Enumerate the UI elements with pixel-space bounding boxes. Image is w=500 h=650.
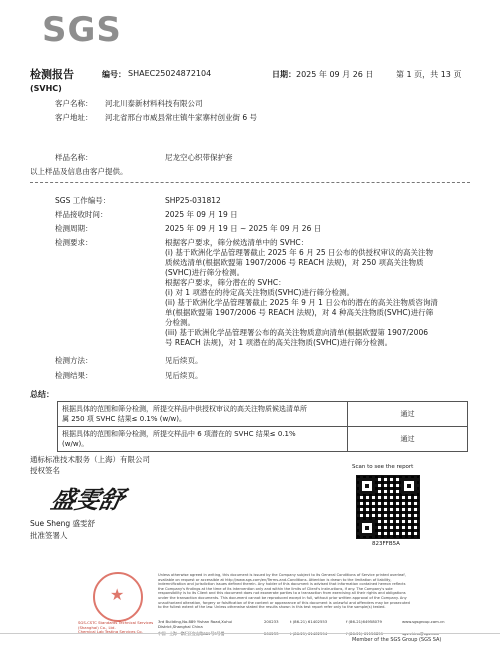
requirement-text xyxy=(165,238,465,348)
footer-divider xyxy=(0,633,500,634)
requirement-line: 质候选清单(根据欧盟第 1907/2006 号 REACH 法规)，对 250 项高关注物质 xyxy=(165,258,424,267)
sample-name-label: 样品名称： xyxy=(55,153,93,162)
company-seal-icon xyxy=(93,572,143,622)
summary-table xyxy=(57,401,468,452)
requirement-line: (i) 对 1 项潜在的待定高关注物质(SVHC)进行筛分检测。 xyxy=(165,288,354,297)
summary-result: 通过 xyxy=(348,427,468,452)
zip-en: 200233 xyxy=(264,619,279,624)
report-no-label: 编号： xyxy=(102,70,126,79)
method-label: 检测方法： xyxy=(55,356,93,365)
table-row xyxy=(58,427,468,452)
received-date: 2025 年 09 月 19 日 xyxy=(165,210,238,219)
requirement-line: (ii) 基于欧洲化学品管理署截止 2025 年 9 月 1 日公布的潜在的高关注物质咨询清 xyxy=(165,298,438,307)
client-address: 河北省邢台市威县常庄镇牛家寨村创业街 6 号 xyxy=(105,113,258,122)
tel-cn: t (86-21) 61402594 xyxy=(290,631,328,636)
result-label: 检测结果： xyxy=(55,371,93,380)
sgs-logo-text: SGS xyxy=(42,10,122,50)
client-name-label: 客户名称： xyxy=(55,99,93,108)
stamp-line: Chemical Lab Testing Services Co. xyxy=(78,629,143,635)
company-name: 通标标准技术服务（上海）有限公司 xyxy=(30,455,150,464)
test-period: 2025 年 09 月 19 日 ~ 2025 年 09 月 26 日 xyxy=(165,224,322,233)
tel-en: t (86-21) 61402553 xyxy=(290,619,328,624)
client-name: 河北川泰新材料科技有限公司 xyxy=(105,99,203,108)
summary-label: 总结： xyxy=(30,390,54,399)
method-value: 见后续页。 xyxy=(165,356,203,365)
sgs-logo xyxy=(42,10,120,50)
fine-line: indemnification and jurisdiction issues defined therein. Any holder of this document is advised that information contained hereon reflects xyxy=(158,582,406,587)
client-address-label: 客户地址： xyxy=(55,113,93,122)
page-indicator: 第 1 页，共 13 页 xyxy=(396,70,462,79)
member-note: Member of the SGS Group (SGS SA) xyxy=(352,637,442,643)
requirement-line: 分检测。 xyxy=(165,318,195,327)
report-date: 2025 年 09 月 26 日 xyxy=(296,70,374,79)
signer-name: Sue Sheng 盛雯舒 xyxy=(30,519,96,528)
date-label: 日期： xyxy=(272,70,296,79)
fine-line: under the transaction documents. This document cannot be reproduced except in full, without prior written approval of the Company. Any xyxy=(158,595,407,600)
address-row-en xyxy=(158,619,452,629)
summary-line: 根据具体的范围和筛分检测，所提交样品中供授权审议的高关注物质候选清单所 xyxy=(62,405,307,413)
stamp-line: SGS-CSTC Standards Technical Services xyxy=(78,620,154,625)
qr-caption: Scan to see the report xyxy=(352,464,414,470)
result-value: 见后续页。 xyxy=(165,371,203,380)
summary-line: 根据具体的范围和筛分检测，所提交样品中 6 项潜在的 SVHC 结果≤ 0.1% xyxy=(62,430,296,438)
requirement-line: (SVHC)进行筛分检测。 xyxy=(165,268,245,277)
qr-code-icon[interactable] xyxy=(356,475,420,539)
summary-result: 通过 xyxy=(348,402,468,427)
requirement-label: 检测要求： xyxy=(55,238,93,247)
requirement-line: 号 REACH 法规)，对 1 项潜在的高关注物质(SVHC)进行筛分检测。 xyxy=(165,338,393,347)
sample-name: 尼龙空心织带保护套 xyxy=(165,153,233,162)
report-no: SHAEC25024872104 xyxy=(128,69,212,78)
web-cn[interactable]: sgs.china@sgs.com xyxy=(402,631,440,636)
web-en[interactable]: www.sgsgroup.com.cn xyxy=(402,619,445,624)
sample-note: 以上样品及信息由客户提供。 xyxy=(30,167,128,176)
handwritten-signature: 盛雯舒 xyxy=(48,485,127,514)
requirement-line: 根据客户要求，筛分潜在的 SVHC： xyxy=(165,278,286,287)
requirement-line: 根据客户要求，筛分候选清单中的 SVHC： xyxy=(165,238,309,247)
requirement-line: (i) 基于欧洲化学品管理署截止 2025 年 6 月 25 日公布的供授权审议的高关注物 xyxy=(165,248,434,257)
received-label: 样品接收时间： xyxy=(55,210,108,219)
summary-text xyxy=(58,427,348,452)
table-row xyxy=(58,402,468,427)
requirement-line: (iii) 基于欧洲化学品管理署公布的高关注物质意向清单(根据欧盟第 1907/2006 xyxy=(165,328,428,337)
report-subtitle: (SVHC) xyxy=(30,84,62,93)
address-en: 3rd Building,No.889 Yishan Road,Xuhui District,Shanghai China xyxy=(158,619,233,629)
fine-line: to the fullest extent of the law. Unless otherwise stated the results shown in this test report refer only to the sample(s) tested. xyxy=(158,605,386,610)
fine-line: the Company's findings at the time of its intervention only and within the limits of Client's instructions, if any. The Company's sole xyxy=(158,586,393,591)
terms-fine-print xyxy=(158,573,468,610)
fine-line: unauthorized alteration, forgery or falsification of the content or appearance of this document is unlawful and offenders may be prosecuted xyxy=(158,600,410,605)
period-label: 检测周期： xyxy=(55,224,93,233)
stamp-line: (Shanghai) Co., Ltd. xyxy=(78,624,116,630)
zip-cn: 200233 xyxy=(264,631,279,636)
signer-role: 批准签署人 xyxy=(30,531,68,540)
job-no: SHP25-031812 xyxy=(165,196,221,205)
summary-line: (w/w)。 xyxy=(62,440,89,448)
job-no-label: SGS 工作编号： xyxy=(55,196,111,205)
summary-line: 属 250 项 SVHC 结果≤ 0.1% (w/w)。 xyxy=(62,415,187,423)
address-cn: 中国 · 上海 · 徐汇区宜山路889号3号楼 xyxy=(158,631,225,636)
report-title: 检测报告 xyxy=(30,68,74,81)
requirement-line: 单(根据欧盟第 1907/2006 号 REACH 法规)，对 4 种高关注物质(SVHC)进行筛 xyxy=(165,308,434,317)
fine-line: Unless otherwise agreed in writing, this document is issued by the Company subject to its General Conditions of Service printed overleaf, xyxy=(158,573,406,577)
fax-cn: f (86-21) 61156899 xyxy=(346,631,384,636)
fine-line: available on request or accessible at http://www.sgs.com/en/Terms-and-Conditions. Attention is drawn to the limitation of liability, xyxy=(158,577,392,582)
qr-code-id: 823FFB5A xyxy=(372,541,400,547)
fax-en: f (86-21)64958079 xyxy=(346,619,382,624)
divider xyxy=(30,182,470,183)
fine-line: responsibility is to its Client and this document does not exonerate parties to a transaction from exercising all their rights and obligations xyxy=(158,591,406,596)
authorized-label: 授权签名 xyxy=(30,466,60,475)
summary-text xyxy=(58,402,348,427)
